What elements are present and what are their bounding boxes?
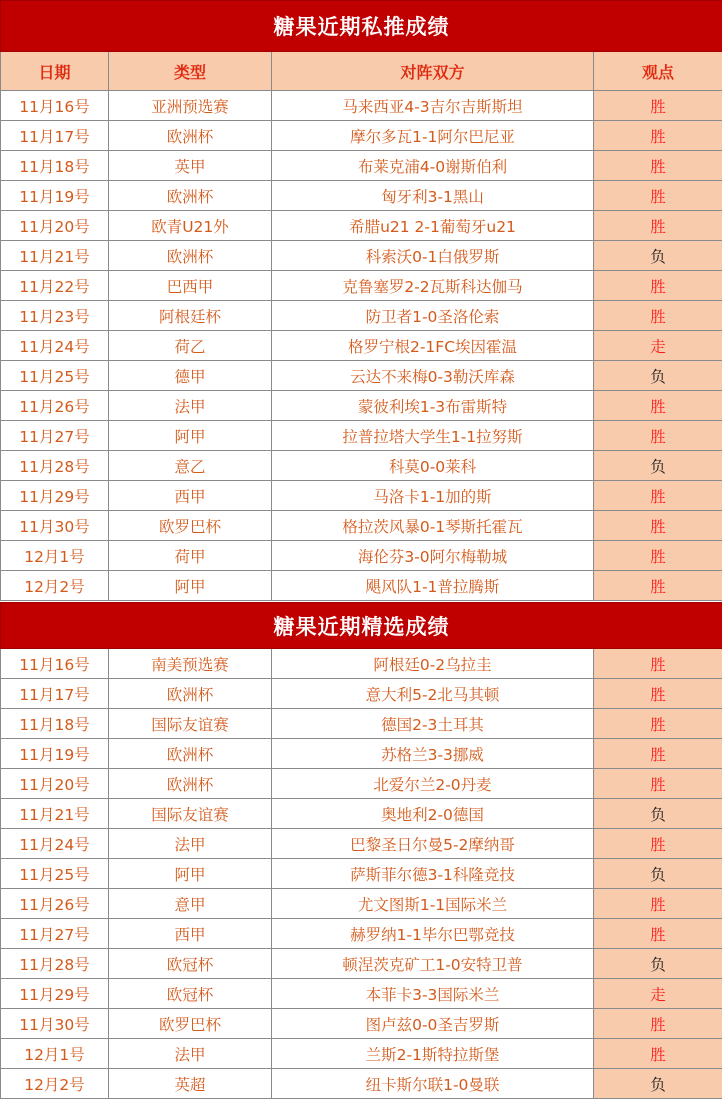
result-cell: 胜 — [594, 211, 722, 241]
match-cell: 布莱克浦4-0谢斯伯利 — [272, 151, 594, 181]
result-cell: 负 — [594, 241, 722, 271]
table-row — [1, 889, 722, 919]
section-title: 糖果近期私推成绩 — [1, 1, 722, 52]
type-cell: 西甲 — [109, 919, 272, 949]
result-cell: 负 — [594, 1069, 722, 1099]
match-cell: 兰斯2-1斯特拉斯堡 — [272, 1039, 594, 1069]
type-cell: 荷乙 — [109, 331, 272, 361]
match-cell: 萨斯菲尔德3-1科隆竞技 — [272, 859, 594, 889]
match-cell: 科莫0-0莱科 — [272, 451, 594, 481]
date-cell: 12月2号 — [1, 1069, 109, 1099]
date-cell: 12月1号 — [1, 1039, 109, 1069]
result-cell: 胜 — [594, 769, 722, 799]
date-cell: 11月23号 — [1, 301, 109, 331]
result-cell: 胜 — [594, 481, 722, 511]
table-row — [1, 481, 722, 511]
date-cell: 12月1号 — [1, 541, 109, 571]
date-cell: 11月27号 — [1, 421, 109, 451]
type-cell: 国际友谊赛 — [109, 709, 272, 739]
date-cell: 11月29号 — [1, 979, 109, 1009]
result-cell: 胜 — [594, 919, 722, 949]
result-cell: 胜 — [594, 1009, 722, 1039]
result-cell: 胜 — [594, 271, 722, 301]
date-cell: 11月17号 — [1, 679, 109, 709]
type-cell: 法甲 — [109, 1039, 272, 1069]
result-cell: 负 — [594, 361, 722, 391]
type-cell: 巴西甲 — [109, 271, 272, 301]
table-row — [1, 799, 722, 829]
type-cell: 德甲 — [109, 361, 272, 391]
table-row — [1, 451, 722, 481]
table-row — [1, 301, 722, 331]
result-cell: 胜 — [594, 301, 722, 331]
result-cell: 负 — [594, 799, 722, 829]
table-row — [1, 541, 722, 571]
date-cell: 11月24号 — [1, 331, 109, 361]
match-cell: 阿根廷0-2乌拉圭 — [272, 649, 594, 679]
selected-picks-body — [1, 649, 722, 1099]
match-cell: 拉普拉塔大学生1-1拉努斯 — [272, 421, 594, 451]
match-cell: 云达不来梅0-3勒沃库森 — [272, 361, 594, 391]
result-cell: 胜 — [594, 649, 722, 679]
type-cell: 欧青U21外 — [109, 211, 272, 241]
header-result: 观点 — [594, 52, 722, 91]
result-cell: 胜 — [594, 1039, 722, 1069]
table-row — [1, 769, 722, 799]
match-cell: 克鲁塞罗2-2瓦斯科达伽马 — [272, 271, 594, 301]
type-cell: 法甲 — [109, 391, 272, 421]
date-cell: 11月27号 — [1, 919, 109, 949]
date-cell: 11月17号 — [1, 121, 109, 151]
match-cell: 匈牙利3-1黑山 — [272, 181, 594, 211]
type-cell: 英甲 — [109, 151, 272, 181]
match-cell: 本菲卡3-3国际米兰 — [272, 979, 594, 1009]
result-cell: 胜 — [594, 91, 722, 121]
match-cell: 马来西亚4-3吉尔吉斯斯坦 — [272, 91, 594, 121]
match-cell: 德国2-3土耳其 — [272, 709, 594, 739]
table-row — [1, 91, 722, 121]
type-cell: 欧洲杯 — [109, 739, 272, 769]
type-cell: 欧冠杯 — [109, 949, 272, 979]
match-cell: 巴黎圣日尔曼5-2摩纳哥 — [272, 829, 594, 859]
match-cell: 苏格兰3-3挪威 — [272, 739, 594, 769]
type-cell: 欧罗巴杯 — [109, 1009, 272, 1039]
match-cell: 北爱尔兰2-0丹麦 — [272, 769, 594, 799]
result-cell: 胜 — [594, 121, 722, 151]
date-cell: 11月18号 — [1, 151, 109, 181]
match-cell: 顿涅茨克矿工1-0安特卫普 — [272, 949, 594, 979]
date-cell: 11月28号 — [1, 451, 109, 481]
date-cell: 11月24号 — [1, 829, 109, 859]
date-cell: 11月20号 — [1, 769, 109, 799]
type-cell: 亚洲预选赛 — [109, 91, 272, 121]
type-cell: 意甲 — [109, 889, 272, 919]
type-cell: 欧罗巴杯 — [109, 511, 272, 541]
type-cell: 欧洲杯 — [109, 241, 272, 271]
table-row — [1, 361, 722, 391]
table-row — [1, 679, 722, 709]
type-cell: 阿甲 — [109, 859, 272, 889]
type-cell: 英超 — [109, 1069, 272, 1099]
table-row — [1, 979, 722, 1009]
match-cell: 纽卡斯尔联1-0曼联 — [272, 1069, 594, 1099]
header-match: 对阵双方 — [272, 52, 594, 91]
type-cell: 欧洲杯 — [109, 769, 272, 799]
match-cell: 希腊u21 2-1葡萄牙u21 — [272, 211, 594, 241]
result-cell: 负 — [594, 949, 722, 979]
table-row — [1, 919, 722, 949]
match-cell: 飓风队1-1普拉腾斯 — [272, 571, 594, 601]
header-type: 类型 — [109, 52, 272, 91]
date-cell: 11月21号 — [1, 799, 109, 829]
date-cell: 11月30号 — [1, 1009, 109, 1039]
table-row — [1, 211, 722, 241]
date-cell: 11月26号 — [1, 889, 109, 919]
result-cell: 胜 — [594, 709, 722, 739]
table-row — [1, 829, 722, 859]
selected-picks-table — [0, 602, 722, 1099]
date-cell: 11月21号 — [1, 241, 109, 271]
table-row — [1, 1009, 722, 1039]
result-cell: 胜 — [594, 571, 722, 601]
match-cell: 图卢兹0-0圣吉罗斯 — [272, 1009, 594, 1039]
match-cell: 蒙彼利埃1-3布雷斯特 — [272, 391, 594, 421]
date-cell: 11月25号 — [1, 361, 109, 391]
section-title: 糖果近期精选成绩 — [1, 603, 722, 649]
type-cell: 阿根廷杯 — [109, 301, 272, 331]
type-cell: 欧洲杯 — [109, 181, 272, 211]
date-cell: 11月30号 — [1, 511, 109, 541]
result-cell: 胜 — [594, 511, 722, 541]
table-row — [1, 739, 722, 769]
table-row — [1, 709, 722, 739]
date-cell: 11月20号 — [1, 211, 109, 241]
table-row — [1, 121, 722, 151]
date-cell: 11月16号 — [1, 91, 109, 121]
result-cell: 胜 — [594, 151, 722, 181]
match-cell: 防卫者1-0圣洛伦索 — [272, 301, 594, 331]
match-cell: 意大利5-2北马其顿 — [272, 679, 594, 709]
table-row — [1, 181, 722, 211]
date-cell: 11月19号 — [1, 739, 109, 769]
type-cell: 国际友谊赛 — [109, 799, 272, 829]
type-cell: 南美预选赛 — [109, 649, 272, 679]
table-row — [1, 649, 722, 679]
match-cell: 尤文图斯1-1国际米兰 — [272, 889, 594, 919]
result-cell: 胜 — [594, 421, 722, 451]
type-cell: 阿甲 — [109, 421, 272, 451]
type-cell: 西甲 — [109, 481, 272, 511]
table-row — [1, 241, 722, 271]
match-cell: 格罗宁根2-1FC埃因霍温 — [272, 331, 594, 361]
date-cell: 11月18号 — [1, 709, 109, 739]
result-cell: 胜 — [594, 889, 722, 919]
table-row — [1, 571, 722, 601]
match-cell: 奥地利2-0德国 — [272, 799, 594, 829]
type-cell: 欧洲杯 — [109, 679, 272, 709]
match-cell: 海伦芬3-0阿尔梅勒城 — [272, 541, 594, 571]
table-row — [1, 421, 722, 451]
result-cell: 胜 — [594, 739, 722, 769]
date-cell: 11月19号 — [1, 181, 109, 211]
result-cell: 负 — [594, 859, 722, 889]
table-row — [1, 859, 722, 889]
header-date: 日期 — [1, 52, 109, 91]
date-cell: 11月29号 — [1, 481, 109, 511]
result-cell: 走 — [594, 331, 722, 361]
table-row — [1, 331, 722, 361]
match-cell: 赫罗纳1-1毕尔巴鄂竞技 — [272, 919, 594, 949]
date-cell: 12月2号 — [1, 571, 109, 601]
table-row — [1, 511, 722, 541]
table-row — [1, 151, 722, 181]
match-cell: 科索沃0-1白俄罗斯 — [272, 241, 594, 271]
table-row — [1, 271, 722, 301]
section-title-row — [1, 1, 722, 52]
date-cell: 11月28号 — [1, 949, 109, 979]
type-cell: 荷甲 — [109, 541, 272, 571]
match-cell: 摩尔多瓦1-1阿尔巴尼亚 — [272, 121, 594, 151]
result-cell: 胜 — [594, 181, 722, 211]
result-cell: 胜 — [594, 541, 722, 571]
result-cell: 胜 — [594, 829, 722, 859]
table-row — [1, 949, 722, 979]
result-cell: 胜 — [594, 679, 722, 709]
type-cell: 欧洲杯 — [109, 121, 272, 151]
result-cell: 走 — [594, 979, 722, 1009]
match-cell: 格拉茨风暴0-1琴斯托霍瓦 — [272, 511, 594, 541]
date-cell: 11月26号 — [1, 391, 109, 421]
type-cell: 欧冠杯 — [109, 979, 272, 1009]
private-picks-body — [1, 91, 722, 601]
type-cell: 阿甲 — [109, 571, 272, 601]
table-row — [1, 1039, 722, 1069]
date-cell: 11月22号 — [1, 271, 109, 301]
result-cell: 负 — [594, 451, 722, 481]
result-cell: 胜 — [594, 391, 722, 421]
type-cell: 意乙 — [109, 451, 272, 481]
match-cell: 马洛卡1-1加的斯 — [272, 481, 594, 511]
date-cell: 11月16号 — [1, 649, 109, 679]
date-cell: 11月25号 — [1, 859, 109, 889]
table-row — [1, 391, 722, 421]
table-row — [1, 1069, 722, 1099]
header-row — [1, 52, 722, 91]
section-title-row — [1, 603, 722, 649]
type-cell: 法甲 — [109, 829, 272, 859]
